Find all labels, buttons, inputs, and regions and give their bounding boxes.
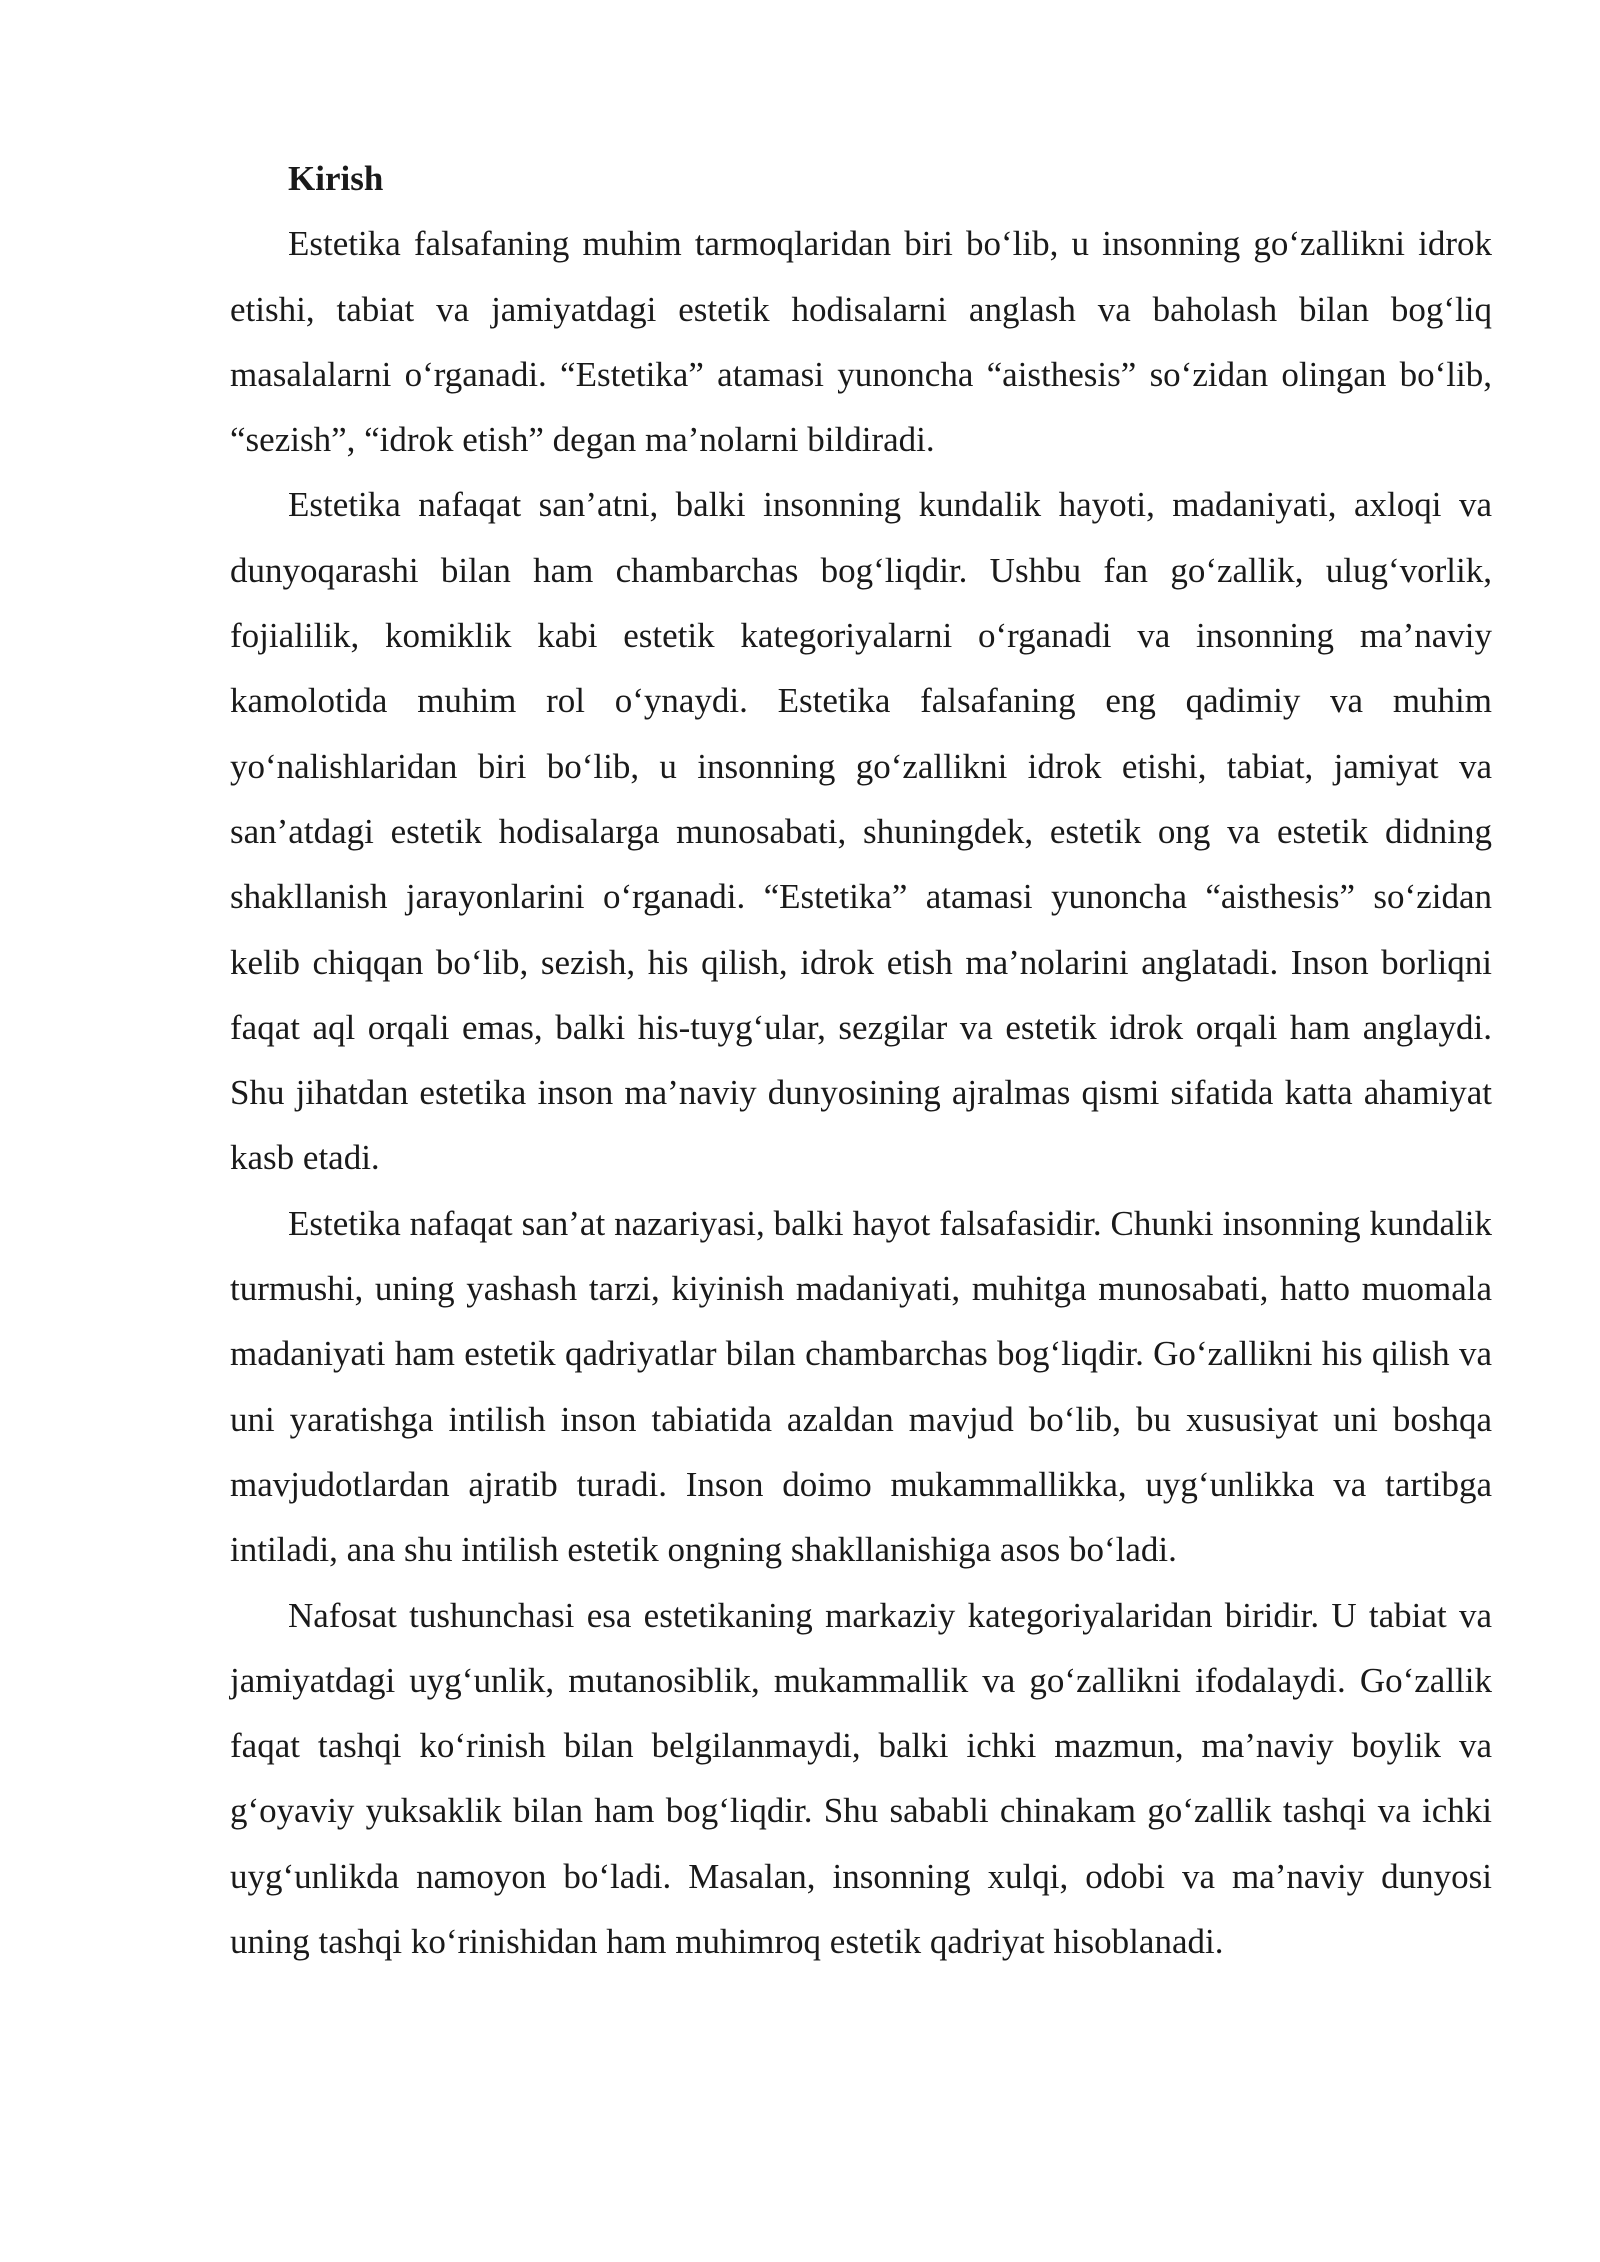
paragraph-3: Estetika nafaqat san’at nazariyasi, balki hayot falsafasidir. Chunki insonning kundalik turmushi, uning yashash tarzi, kiyinish madaniyati, muhitga munosabati, hatto muomala madaniyati ham estetik qadriyatlar bilan chambarchas bog‘liqdir. Go‘zallikni his qilish va uni yaratishga intilish inson tabiatida azaldan mavjud bo‘lib, bu xususiyat uni boshqa mavjudotlardan ajratib turadi. Inson doimo mukammallikka, uyg‘unlikka va tartibga intiladi, ana shu intilish estetik ongning shakllanishiga asos bo‘ladi.	[230, 1203, 1492, 1570]
paragraph-1: Estetika falsafaning muhim tarmoqlaridan biri bo‘lib, u insonning go‘zallikni idrok etishi, tabiat va jamiyatdagi estetik hodisalarni anglash va baholash bilan bog‘liq masalalarni o‘rganadi. “Estetika” atamasi yunoncha “aisthesis” so‘zidan olingan bo‘lib, “sezish”, “idrok etish” degan ma’nolarni bildiradi.	[230, 224, 1492, 460]
paragraph-4: Nafosat tushunchasi esa estetikaning markaziy kategoriyalaridan biridir. U tabiat va jamiyatdagi uyg‘unlik, mutanosiblik, mukammallik va go‘zallikni ifodalaydi. Go‘zallik faqat tashqi ko‘rinish bilan belgilanmaydi, balki ichki mazmun, ma’naviy boylik va g‘oyaviy yuksaklik bilan ham bog‘liqdir. Shu sababli chinakam go‘zallik tashqi va ichki uyg‘unlikda namoyon bo‘ladi. Masalan, insonning xulqi, odobi va ma’naviy dunyosi uning tashqi ko‘rinishidan ham muhimroq estetik qadriyat hisoblanadi.	[230, 1595, 1492, 1962]
document-body	[230, 146, 1492, 1974]
section-heading: Kirish	[288, 159, 384, 198]
paragraph-2: Estetika nafaqat san’atni, balki insonning kundalik hayoti, madaniyati, axloqi va dunyoqarashi bilan ham chambarchas bog‘liqdir. Ushbu fan go‘zallik, ulug‘vorlik, fojialilik, komiklik kabi estetik kategoriyalarni o‘rganadi va insonning ma’naviy kamolotida muhim rol o‘ynaydi. Estetika falsafaning eng qadimiy va muhim yo‘nalishlaridan biri bo‘lib, u insonning go‘zallikni idrok etishi, tabiat, jamiyat va san’atdagi estetik hodisalarga munosabati, shuningdek, estetik ong va estetik didning shakllanish jarayonlarini o‘rganadi. “Estetika” atamasi yunoncha “aisthesis” so‘zidan kelib chiqqan bo‘lib, sezish, his qilish, idrok etish ma’nolarini anglatadi. Inson borliqni faqat aql orqali emas, balki his-tuyg‘ular, sezgilar va estetik idrok orqali ham anglaydi. Shu jihatdan estetika inson ma’naviy dunyosining ajralmas qismi sifatida katta ahamiyat kasb etadi.	[230, 485, 1492, 1178]
